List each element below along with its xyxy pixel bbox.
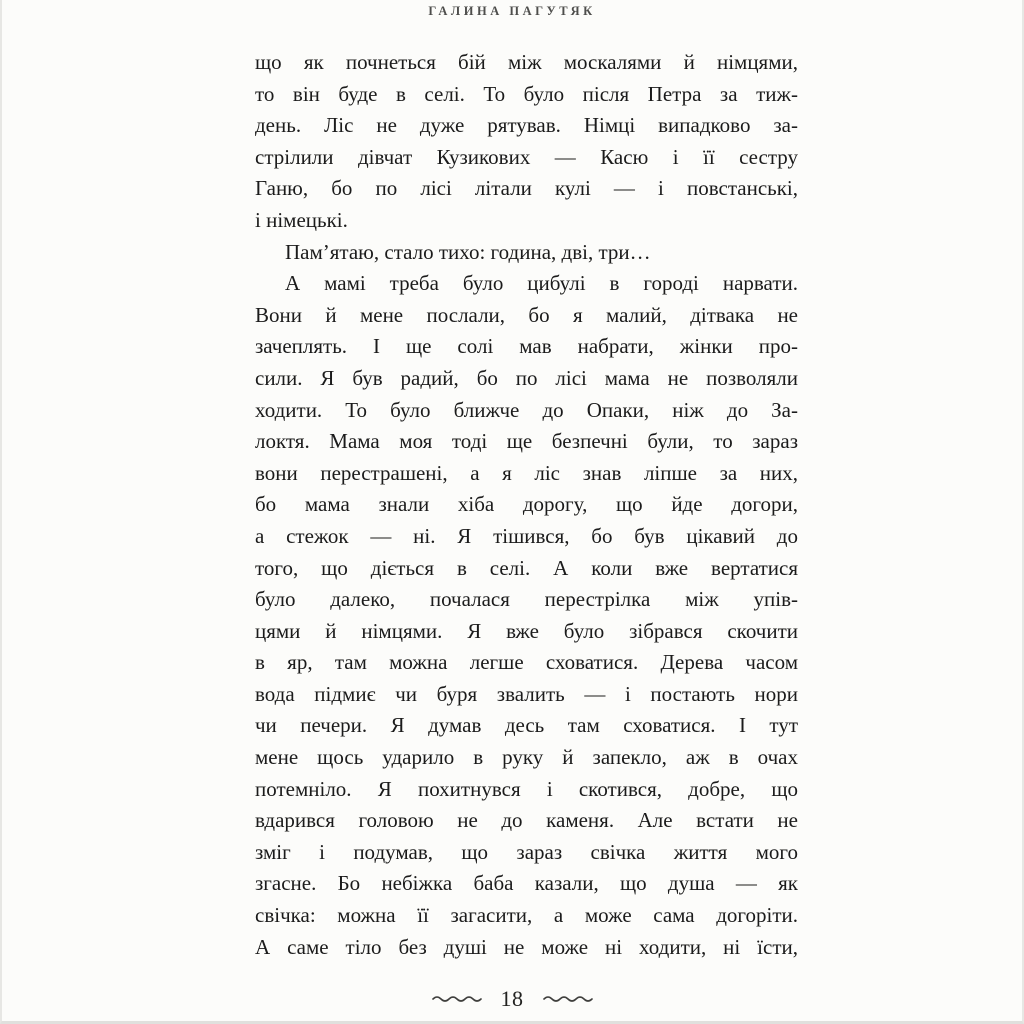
page-number: 18 [500, 986, 524, 1011]
text-line: свічка: можна її загасити, а може сама догоріти. [255, 903, 798, 928]
text-line: локтя. Мама моя тоді ще безпечні були, то зараз [255, 429, 798, 454]
paragraph [255, 237, 798, 269]
paragraph [255, 268, 798, 963]
text-line: Пам’ятаю, стало тихо: година, дві, три… [285, 239, 651, 264]
text-line: чи печери. Я думав десь там сховатися. І тут [255, 713, 798, 738]
text-line: сили. Я був радий, бо по лісі мама не позволяли [255, 365, 798, 390]
text-line: бо мама знали хіба дорогу, що йде догори, [255, 492, 798, 517]
text-line: вони перестрашені, а я ліс знав ліпше за них, [255, 460, 798, 485]
text-line: і німецькі. [255, 207, 348, 232]
text-line: то він буде в селі. То було після Петра за тиж- [255, 81, 798, 106]
text-line: що як почнеться бій між москалями й німцями, [255, 50, 798, 74]
wave-ornament-right-icon [542, 994, 594, 1004]
text-line: зміг і подумав, що зараз свічка життя мого [255, 839, 798, 864]
wave-ornament-left-icon [431, 994, 483, 1004]
text-line: зачеплять. І ще солі мав набрати, жінки про- [255, 334, 798, 359]
text-line: згасне. Бо небіжка баба казали, що душа — як [255, 871, 798, 896]
text-line: день. Ліс не дуже рятував. Німці випадково за- [255, 113, 798, 138]
text-line: А мамі треба було цибулі в городі нарвати. [285, 271, 798, 296]
text-line: вода підмиє чи буря звалить — і постають нори [255, 681, 798, 706]
page-body [255, 47, 798, 963]
text-line: а стежок — ні. Я тішився, бо був цікавий до [255, 523, 798, 548]
text-line: мене щось ударило в руку й запекло, аж в очах [255, 745, 798, 770]
running-head [2, 4, 1022, 19]
text-line: цями й німцями. Я вже було зібрався скочити [255, 618, 798, 643]
text-line: Ганю, бо по лісі літали кулі — і повстанські, [255, 176, 798, 201]
text-line: ходити. То було ближче до Опаки, ніж до За- [255, 397, 798, 422]
paragraph [255, 47, 798, 237]
text-line: потемніло. Я похитнувся і скотився, добре, що [255, 776, 798, 801]
text-line: того, що діється в селі. А коли вже вертатися [255, 555, 798, 580]
text-line: в яр, там можна легше сховатися. Дерева часом [255, 650, 798, 675]
text-line: було далеко, почалася перестрілка між упів- [255, 587, 798, 612]
author-name: ГАЛИНА ПАГУТЯК [428, 4, 596, 18]
text-line: А саме тіло без душі не може ні ходити, ні їсти, [255, 934, 798, 959]
page-footer [2, 986, 1022, 1012]
text-line: Вони й мене послали, бо я малий, дітвака не [255, 302, 798, 327]
text-line: вдарився головою не до каменя. Але встати не [255, 808, 798, 833]
text-line: стрілили дівчат Кузикових — Касю і її сестру [255, 144, 798, 169]
